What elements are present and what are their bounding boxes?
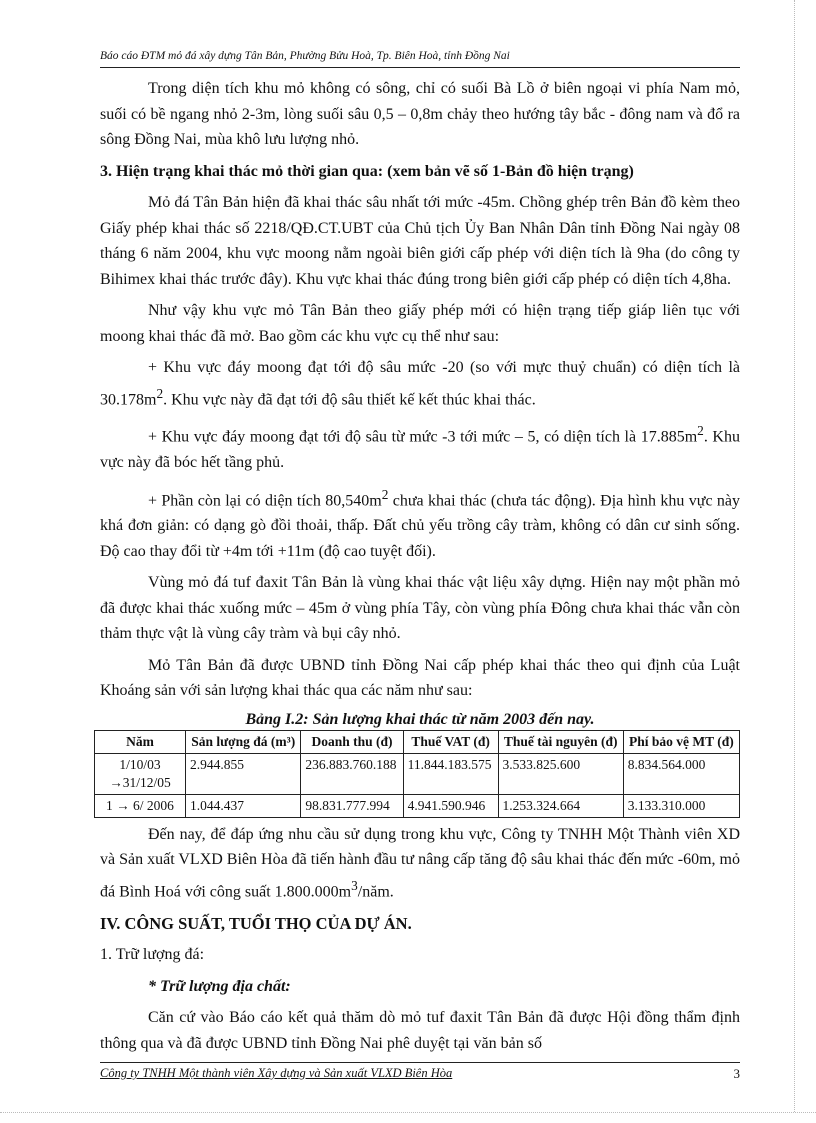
subheading-geological-reserves: * Trữ lượng địa chất: [148, 977, 291, 995]
table-row [95, 753, 740, 794]
subheading-reserves: 1. Trữ lượng đá: [100, 946, 205, 964]
table-header-cell: Năm [95, 730, 186, 753]
table-cell: 1 → 6/ 2006 [95, 794, 186, 817]
paragraph-mining-region: Vùng mỏ đá tuf đaxit Tân Bản là vùng khai thác vật liệu xây dựng. Hiện nay một phần mỏ đã được khai thác xuống mức – 45m ở vùng phía Tây, còn vùng phía Đông chưa khai thác vẫn còn thảm thực vật là vùng cây tràm và bụi cây nhỏ. [100, 574, 740, 643]
area-2-text-end: . Khu vực này đã bóc hết tầng phủ. [100, 428, 740, 472]
document-body [100, 76, 740, 1062]
area-3-sup: 2 [381, 486, 389, 502]
page-margin-guide-right [794, 0, 795, 1112]
capacity-sup: 3 [351, 877, 358, 893]
capacity-text: Đến nay, để đáp ứng nhu cầu sử dụng trong khu vực, Công ty TNHH Một Thành viên XD và Sản xuất VLXD Biên Hòa đã tiến hành đầu tư nâng cấp tăng độ sâu khai thác đến mức -60m, mỏ đá Bình Hoá với công suất 1.800.000m [100, 825, 740, 901]
section-heading-current-state: 3. Hiện trạng khai thác mỏ thời gian qua: (xem bản vẽ số 1-Bản đồ hiện trạng) [100, 162, 634, 180]
production-table [94, 730, 740, 818]
paragraph-area-2 [100, 418, 740, 475]
table-header-cell: Sản lượng đá (m³) [186, 730, 301, 753]
table-cell: 1.253.324.664 [498, 794, 623, 817]
table-header-cell: Phí bảo vệ MT (đ) [623, 730, 739, 753]
table-cell: 11.844.183.575 [403, 753, 498, 794]
section-heading-capacity: IV. CÔNG SUẤT, TUỔI THỌ CỦA DỰ ÁN. [100, 913, 412, 933]
paragraph-exploration-report: Căn cứ vào Báo cáo kết quả thăm dò mỏ tuf đaxit Tân Bản đã được Hội đồng thẩm định thông qua và đã được UBND tỉnh Đồng Nai phê duyệt tại văn bản số [100, 1009, 740, 1052]
paragraph-area-3 [100, 482, 740, 565]
table-caption: Bảng I.2: Sản lượng khai thác từ năm 2003 đến nay. [245, 710, 595, 728]
paragraph-area-1 [100, 355, 740, 412]
running-header: Báo cáo ĐTM mỏ đá xây dựng Tân Bản, Phường Bửu Hoà, Tp. Biên Hoà, tỉnh Đồng Nai [100, 50, 510, 62]
paragraph-license: Mỏ Tân Bản đã được UBND tỉnh Đồng Nai cấp phép khai thác theo qui định của Luật Khoáng sản với sản lượng khai thác qua các năm như sau: [100, 656, 740, 700]
paragraph-mining-depth: Mỏ đá Tân Bản hiện đã khai thác sâu nhất tới mức -45m. Chồng ghép trên Bản đồ kèm theo Giấy phép khai thác số 2218/QĐ.CT.UBT của Chủ tịch Ủy Ban Nhân Dân tỉnh Đồng Nai ngày 08 tháng 6 năm 2004, khu vực moong nằm ngoài biên giới cấp phép với diện tích là 9ha (do công ty Bihimex khai thác trước đây). Khu vực khai thác đúng trong biên giới cấp phép có diện tích 4,8ha. [100, 194, 740, 288]
table-cell: 4.941.590.946 [403, 794, 498, 817]
table-header-cell: Thuế tài nguyên (đ) [498, 730, 623, 753]
table-cell: 1/10/03 →31/12/05 [95, 753, 186, 794]
paragraph-areas-intro: Như vậy khu vực mỏ Tân Bản theo giấy phép mới có hiện trạng tiếp giáp liên tục với moong khai thác đã mở. Bao gồm các khu vực cụ thể như sau: [100, 302, 740, 345]
table-cell: 8.834.564.000 [623, 753, 739, 794]
page-number: 3 [733, 1066, 740, 1081]
footer-company: Công ty TNHH Một thành viên Xây dựng và Sản xuất VLXD Biên Hòa [100, 1066, 453, 1080]
table-cell: 2.944.855 [186, 753, 301, 794]
page-footer [100, 1064, 740, 1084]
table-row [95, 794, 740, 817]
footer-rule [100, 1062, 740, 1063]
area-3-text-end: chưa khai thác (chưa tác động). Địa hình khu vực này khá đơn giản: có dạng gò đồi thoải, thấp. Đất chủ yếu trồng cây tràm, không có dân cư sinh sống. Độ cao thay đổi từ +4m tới +11m (độ cao tuyệt đối). [100, 491, 741, 560]
table-header-cell: Thuế VAT (đ) [403, 730, 498, 753]
table-cell: 236.883.760.188 [301, 753, 403, 794]
table-header-cell: Doanh thu (đ) [301, 730, 403, 753]
area-2-text: + Khu vực đáy moong đạt tới độ sâu từ mức -3 tới mức – 5, có diện tích là 17.885m [148, 428, 698, 446]
header-rule [100, 67, 740, 68]
table-cell: 3.533.825.600 [498, 753, 623, 794]
paragraph-stream: Trong diện tích khu mỏ không có sông, chỉ có suối Bà Lồ ở biên ngoại vi phía Nam mỏ, suối có bề ngang nhỏ 2-3m, lòng suối sâu 0,5 – 0,8m chảy theo hướng tây bắc - đông nam và đổ ra sông Đồng Nai, mùa khô lưu lượng nhỏ. [100, 80, 740, 148]
table-cell: 98.831.777.994 [301, 794, 403, 817]
capacity-text-end: /năm. [357, 883, 394, 901]
page-margin-guide-bottom [0, 1112, 816, 1113]
area-3-text: + Phần còn lại có diện tích 80,540m [148, 491, 382, 509]
area-1-text: + Khu vực đáy moong đạt tới độ sâu mức -20 (so với mực thuỷ chuẩn) có diện tích là 30.178m [100, 359, 740, 408]
area-2-sup: 2 [697, 423, 704, 439]
table-cell: 3.133.310.000 [623, 794, 739, 817]
area-1-text-end: . Khu vực này đã đạt tới độ sâu thiết kế kết thúc khai thác. [163, 390, 536, 408]
area-1-sup: 2 [156, 385, 164, 401]
table-cell: 1.044.437 [186, 794, 301, 817]
table-header-row [95, 730, 740, 753]
paragraph-capacity-upgrade [100, 822, 740, 905]
